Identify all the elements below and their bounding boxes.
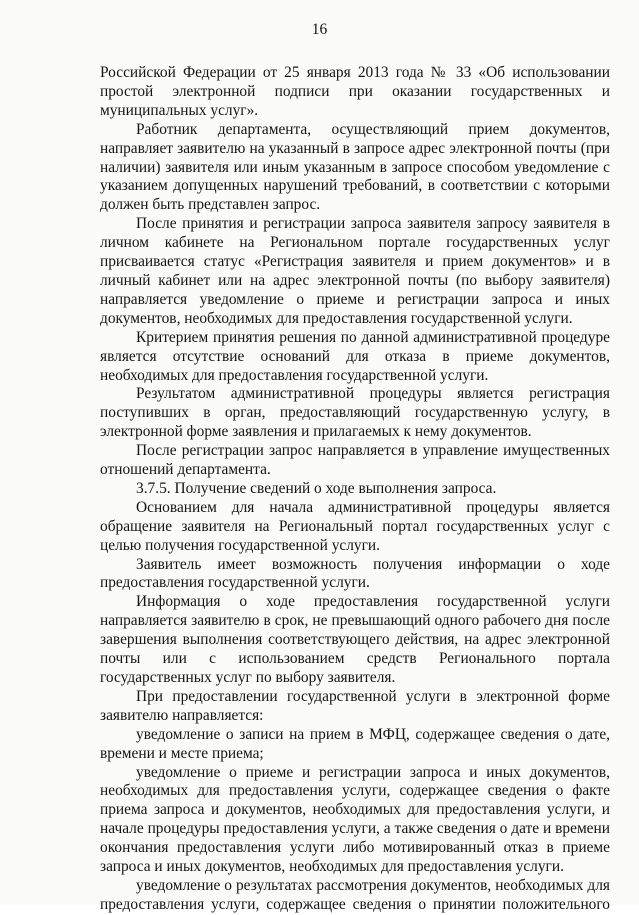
paragraph: После регистрации запрос направляется в управление имущественных отношений департамента. xyxy=(100,442,610,479)
paragraph: уведомление о записи на прием в МФЦ, содержащее сведения о дате, времени и месте приема; xyxy=(100,725,610,762)
paragraph: уведомление о результатах рассмотрения документов, необходимых для предоставления услуги, содержащее сведения о принятии положительного xyxy=(100,876,610,913)
paragraph: Работник департамента, осуществляющий прием документов, направляет заявителю на указанный в запросе адрес электронной почты (при наличии) заявителя или иным указанным в запросе способом уведомление с указанием допущенных нарушений требований, в соответствии с которыми должен быть представлен запрос. xyxy=(100,120,610,214)
paragraph: После принятия и регистрации запроса заявителя запросу заявителя в личном кабинете на Региональном портале государственных услуг присваивается статус «Регистрация заявителя и прием документов» и в личный кабинет или на адрес электронной почты (по выбору заявителя) направляется уведомление о приеме и регистрации запроса и иных документов, необходимых для предоставления государственной услуги. xyxy=(100,215,610,327)
paragraph: Критерием принятия решения по данной административной процедуре является отсутствие оснований для отказа в приеме документов, необходимых для предоставления государственной услуги. xyxy=(100,328,610,384)
paragraph: уведомление о приеме и регистрации запроса и иных документов, необходимых для предоставления услуги, содержащее сведения о факте приема запроса и документов, необходимых для предоставления услуги, и начале процедуры предоставления услуги, а также сведения о дате и времени окончания предоставления услуги либо мотивированный отказ в приеме запроса и иных документов, необходимых для предоставления услуги. xyxy=(100,763,610,876)
paragraph: Результатом административной процедуры является регистрация поступивших в орган, предоставляющий государственную услугу, в электронной форме заявления и прилагаемых к нему документов. xyxy=(100,385,610,441)
paragraph: Информация о ходе предоставления государственной услуги направляется заявителю в срок, не превышающий одного рабочего дня после завершения выполнения соответствующего действия, на адрес электронной почты или с использованием средств Регионального портала государственных услуг по выбору заявителя. xyxy=(100,593,610,686)
document-body xyxy=(100,64,610,915)
paragraph: Основанием для начала административной процедуры является обращение заявителя на Региональный портал государственных услуг с целью получения государственной услуги. xyxy=(100,498,610,554)
paragraph: Российской Федерации от 25 января 2013 года № 33 «Об использовании простой электронной подписи при оказании государственных и муниципальных услуг». xyxy=(100,64,610,119)
paragraph: Заявитель имеет возможность получения информации о ходе предоставления государственной услуги. xyxy=(100,555,610,592)
paragraph: 3.7.5. Получение сведений о ходе выполнения запроса. xyxy=(136,479,497,497)
paragraph: При предоставлении государственной услуги в электронной форме заявителю направляется: xyxy=(100,687,610,724)
page-number: 16 xyxy=(311,21,328,38)
